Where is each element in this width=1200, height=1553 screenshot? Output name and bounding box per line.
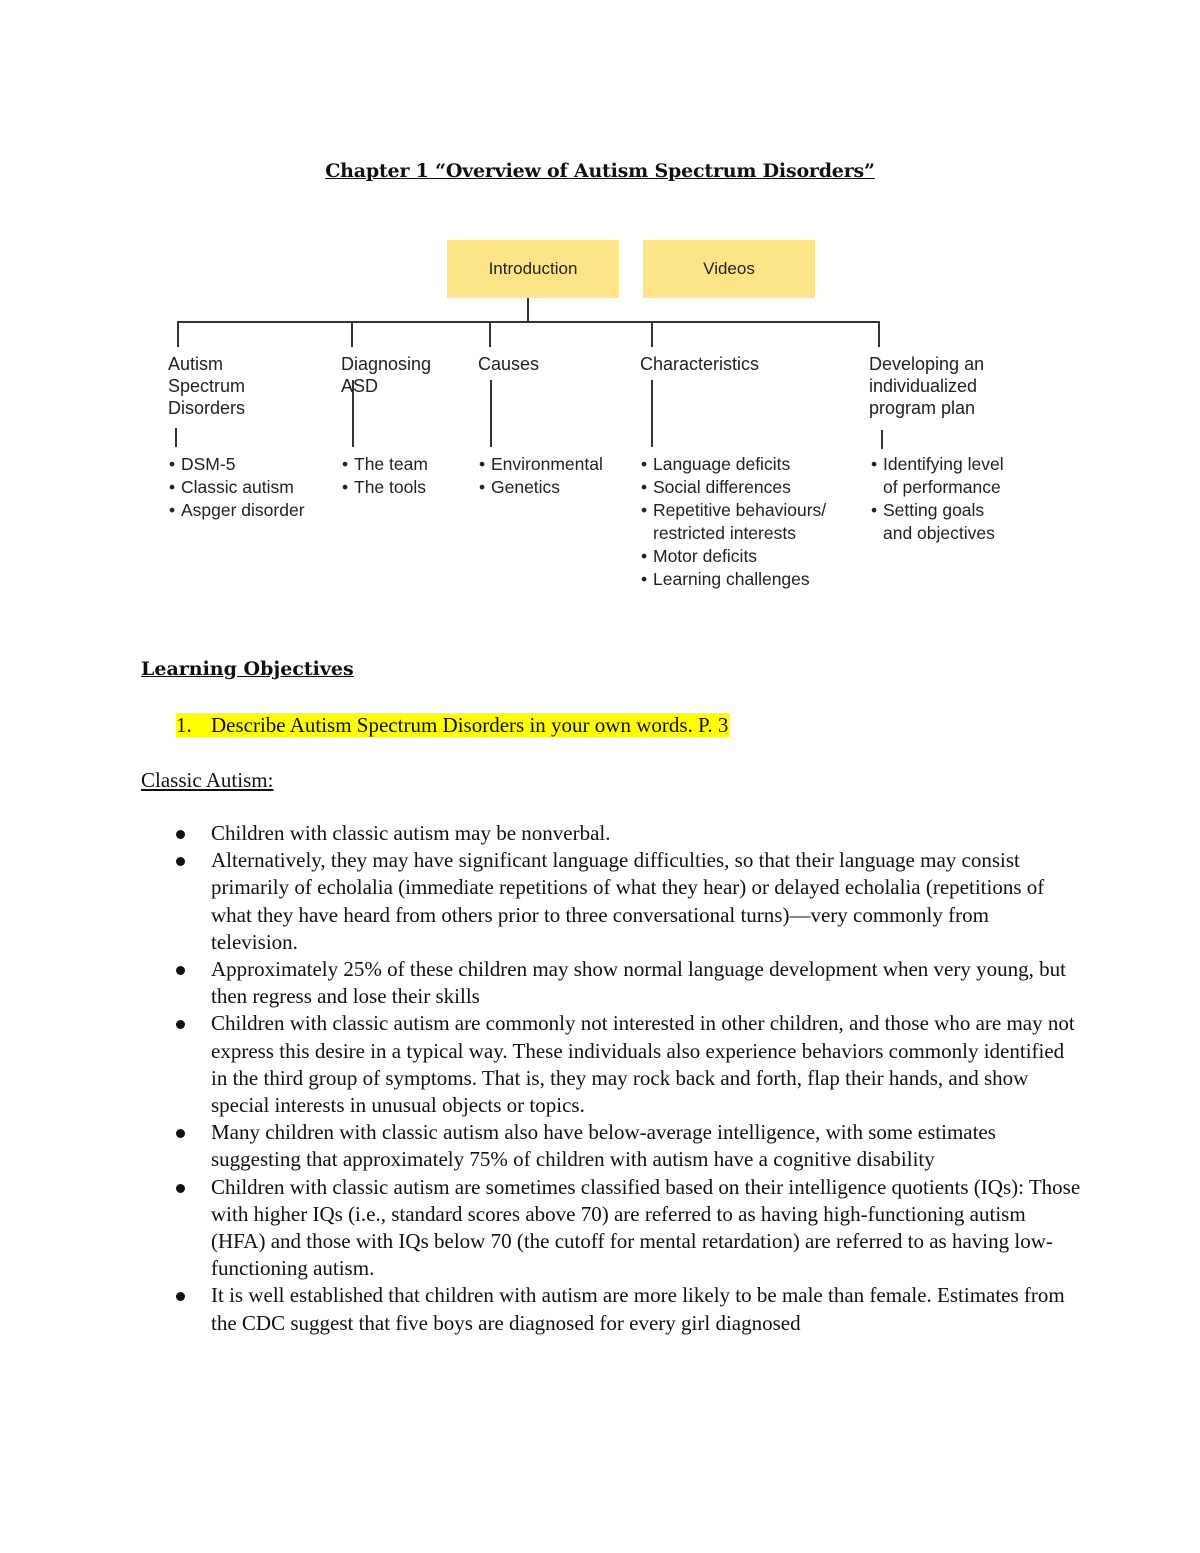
list-item: • DSM-5 <box>169 453 305 476</box>
list-item: • Identifying level of performance <box>871 453 1004 499</box>
connector-line <box>351 321 353 347</box>
bullet-item: Many children with classic autism also have below-average intelligence, with some estimates suggesting that approximately 75% of children with autism have a cognitive disability <box>211 1119 1081 1173</box>
column-list-causes <box>479 453 603 499</box>
bullet-item: Children with classic autism may be nonverbal. <box>211 820 1081 847</box>
introduction-box: Introduction <box>447 240 619 298</box>
list-item: • Motor deficits <box>641 545 826 568</box>
column-list-program-plan <box>871 453 1004 545</box>
connector-line <box>878 321 880 347</box>
bullet-item: Approximately 25% of these children may show normal language development when very young, but then regress and lose their skills <box>211 956 1081 1010</box>
bullet-item: Children with classic autism are commonly not interested in other children, and those who are may not express this desire in a typical way. These individuals also experience behaviors commonly identified in the third group of symptoms. That is, they may rock back and forth, flap their hands, and show special interests in unusual objects or topics. <box>211 1010 1081 1119</box>
objective-text: Describe Autism Spectrum Disorders in your own words. P. 3 <box>211 713 729 737</box>
column-heading-diagnosing-asd: Diagnosing ASD <box>341 354 432 396</box>
list-item: • Language deficits <box>641 453 826 476</box>
list-item: • The team <box>342 453 428 476</box>
bullet-item: Children with classic autism are sometimes classified based on their intelligence quotients (IQs): Those with higher IQs (i.e., standard scores above 70) are referred to as having high-functioning autism (HFA) and those with IQs below 70 (the cutoff for mental retardation) are referred to as having low-functioning autism. <box>211 1174 1081 1283</box>
connector-line <box>490 380 492 447</box>
connector-line <box>177 321 880 323</box>
column-heading-autism-spectrum-disorders: Autism Spectrum Disorders <box>168 354 246 418</box>
learning-objectives-heading: Learning Objectives <box>141 658 354 680</box>
list-item: • Repetitive behaviours/ restricted interests <box>641 499 826 545</box>
classic-autism-bullet-list <box>211 820 1081 1337</box>
connector-line <box>489 321 491 347</box>
list-item: • Learning challenges <box>641 568 826 591</box>
column-list-characteristics <box>641 453 826 591</box>
list-item: • Environmental <box>479 453 603 476</box>
list-item: • Aspger disorder <box>169 499 305 522</box>
objective-number: 1. <box>176 713 192 737</box>
column-heading-program-plan: Developing an individualized program plan <box>869 354 985 418</box>
connector-line <box>527 298 529 322</box>
list-item: • The tools <box>342 476 428 499</box>
page-title: Chapter 1 “Overview of Autism Spectrum Disorders” <box>325 160 875 182</box>
column-heading-characteristics: Characteristics <box>640 354 760 374</box>
objective-item <box>176 711 730 739</box>
list-item: • Genetics <box>479 476 603 499</box>
column-heading-causes: Causes <box>478 354 540 374</box>
bullet-item: Alternatively, they may have significant language difficulties, so that their language may consist primarily of echolalia (immediate repetitions of what they hear) or delayed echolalia (repetitions of what they have heard from others prior to three conversational turns)—very commonly from television. <box>211 847 1081 956</box>
list-item: • Setting goals and objectives <box>871 499 1004 545</box>
highlighted-objective <box>176 713 730 737</box>
connector-line <box>881 430 883 449</box>
connector-line <box>177 321 179 347</box>
concept-diagram <box>0 0 1200 620</box>
connector-line <box>175 428 177 447</box>
column-list-diagnosing-asd <box>342 453 428 499</box>
connector-line <box>651 321 653 347</box>
videos-box: Videos <box>643 240 815 298</box>
list-item: • Social differences <box>641 476 826 499</box>
column-list-autism-spectrum-disorders <box>169 453 305 522</box>
list-item: • Classic autism <box>169 476 305 499</box>
bullet-item: It is well established that children with autism are more likely to be male than female. Estimates from the CDC suggest that five boys are diagnosed for every girl diagnosed <box>211 1282 1081 1336</box>
classic-autism-subheading: Classic Autism: <box>141 768 274 792</box>
connector-line <box>651 380 653 447</box>
